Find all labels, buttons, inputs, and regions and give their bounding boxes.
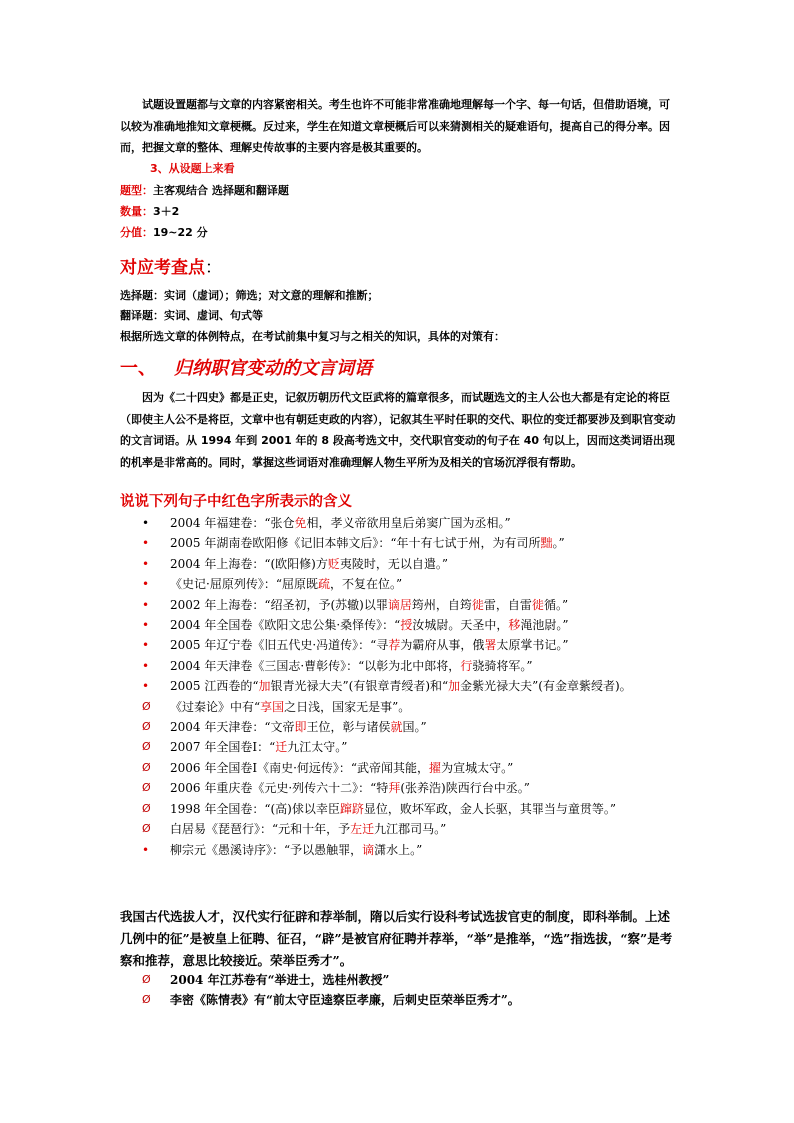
list-item — [120, 574, 680, 594]
arrow-bullet-icon: Ø — [142, 720, 151, 734]
exam-points-title: 对应考查点 — [120, 258, 205, 278]
highlighted-term: 免 — [294, 516, 307, 530]
list-item — [120, 697, 680, 717]
example-text: 2006 年重庆卷《元史·列传六十二》：“特 — [170, 781, 389, 796]
example-list-2 — [120, 970, 680, 1011]
example-text: 夷陵时，无以自遣。” — [339, 556, 449, 571]
example-text: 显位，败坏军政，金人长驱，其罪当与童贯等。” — [363, 801, 617, 816]
example-text: 2004 年全国卷《欧阳文忠公集·桑怿传》：“ — [170, 618, 401, 633]
list-item — [120, 990, 680, 1010]
list-item — [120, 737, 680, 757]
strategy-line: 根据所选文章的体例特点，在考试前集中复习与之相关的知识，具体的对策有： — [120, 330, 505, 343]
question-type-label: 题型： — [120, 184, 153, 197]
highlighted-term: 徙 — [471, 597, 484, 612]
example-text: 2004 年天津卷：“文帝 — [170, 720, 295, 735]
example-text: 白居易《琵琶行》：“元和十年，予 — [170, 822, 351, 837]
bullet-icon: • — [142, 597, 150, 612]
example-list — [120, 513, 680, 860]
example-text: 筠州，自筠 — [411, 597, 472, 612]
example-text: 循。” — [543, 597, 569, 612]
example-text: 金紫光禄大夫”(有金章紫绶者)。 — [460, 679, 632, 694]
exam-points-heading — [120, 253, 222, 278]
example-text: 之日浅，国家无是事”。 — [284, 699, 411, 714]
section-3-heading: 3、从设题上来看 — [150, 162, 235, 175]
highlighted-term: 就 — [390, 720, 403, 735]
question-count-value: 3＋2 — [153, 205, 180, 218]
highlighted-term: 享国 — [260, 699, 285, 714]
list-item — [120, 676, 680, 696]
highlighted-term: 加 — [258, 679, 271, 694]
example-text: 太原掌书记。” — [496, 638, 569, 653]
highlighted-term: 加 — [448, 679, 461, 694]
highlighted-term: 即 — [294, 720, 307, 735]
question-score-line — [120, 222, 680, 244]
highlighted-term: 蹿跻 — [339, 801, 364, 816]
paragraph-3: 我国古代选拔人才，汉代实行征辟和荐举制，隋以后实行设科考试选拔官吏的制度，即科举制。上述几例中的征”是被皇上征聘、征召，“辟”是被官府征聘并荐举，“举”是推举，“选”指选拔，“察”是考察和推荐，意思比较接近。荣举臣秀才”。 — [120, 909, 673, 968]
example-text: 2005 年湖南卷欧阳修《记旧本韩文后》：“年十有七试于州，为有司所 — [170, 536, 541, 551]
example-text: 潇水上。” — [374, 842, 423, 857]
subheading-red-characters: 说说下列句子中红色字所表示的含义 — [120, 494, 352, 510]
highlighted-term: 谪 — [362, 842, 375, 857]
bullet-icon: • — [142, 638, 150, 653]
bullet-icon: • — [142, 577, 150, 592]
highlighted-term: 署 — [484, 638, 497, 653]
list-item — [120, 970, 680, 990]
highlighted-term: 迁 — [275, 740, 288, 755]
highlighted-term: 疏 — [317, 577, 330, 592]
heading-1 — [120, 354, 372, 380]
paragraph-2: 因为《二十四史》都是正史，记叙历朝历代文臣武将的篇章很多，而试题选文的主人公也大都是有定论的将臣（即使主人公不是将臣，文章中也有朝廷吏政的内容），记叙其生平时任职的交代、职位的变迁都要涉及到职官变动的文言词语。从 1994 年到 2001 年的 8 段高考选文中，交代职官变动的句子在 40 句以上，因而这类词语出现的机率是非常高的。同时，掌握这些词语对准确理解人物生平所为及相关的官场沉浮很有帮助。 — [120, 391, 676, 469]
exam-points-colon: ： — [205, 258, 222, 278]
example-text: 王位，彰与诸侯 — [306, 720, 391, 735]
example-text: 2004 年福建卷：“张仓 — [170, 516, 295, 530]
example-text: 2007 年全国卷Ⅰ：“ — [170, 740, 276, 755]
highlighted-term: 左迁 — [350, 822, 375, 837]
intro-paragraph: 试题设置题都与文章的内容紧密相关。考生也许不可能非常准确地理解每一个字、每一句话，但借助语境，可以较为准确地推知文章梗概。反过来，学生在知道文章梗概后可以来猜测相关的疑难语句，提高自己的得分率。因而，把握文章的整体、理解史传故事的主要内容是极其重要的。 — [120, 98, 670, 154]
highlighted-term: 谪居 — [387, 597, 412, 612]
bullet-icon: • — [142, 536, 150, 551]
example-text: 李密《陈情表》有“前太守臣逵察臣孝廉，后刺史臣荣举臣秀才”。 — [170, 993, 520, 1008]
question-count-label: 数量： — [120, 205, 153, 218]
list-item — [120, 778, 680, 798]
heading-1-text: 归纳职官变动的文言词语 — [174, 358, 372, 379]
list-item — [120, 840, 680, 860]
example-text: 2004 年江苏卷有“举进士，选桂州教授” — [170, 973, 390, 987]
question-count-line — [120, 201, 680, 223]
arrow-bullet-icon: Ø — [142, 699, 151, 713]
example-text: 2005 年辽宁卷《旧五代史·冯道传》：“寻 — [170, 638, 389, 653]
list-item — [120, 717, 680, 737]
example-text: 雷，自雷 — [483, 597, 532, 612]
list-item — [120, 554, 680, 574]
list-item — [120, 533, 680, 553]
example-text: 汝城尉。天圣中， — [412, 618, 509, 633]
example-text: 。” — [552, 536, 565, 551]
highlighted-term: 徙 — [531, 597, 544, 612]
list-item — [120, 656, 680, 676]
list-item — [120, 615, 680, 635]
heading-1-number: 一、 — [120, 358, 156, 379]
highlighted-term: 拜 — [388, 781, 401, 796]
question-type-line — [120, 180, 680, 202]
highlighted-term: 黜 — [540, 536, 553, 551]
highlighted-term: 移 — [508, 618, 521, 633]
highlighted-term: 授 — [400, 618, 413, 633]
arrow-bullet-icon: Ø — [142, 740, 151, 754]
example-text: 2006 年全国卷Ⅰ《南史·何远传》：“武帝闻其能， — [170, 760, 430, 775]
example-text: 骁骑将军。” — [472, 658, 533, 673]
example-text: 渑池尉。” — [520, 618, 569, 633]
arrow-bullet-icon: Ø — [142, 822, 151, 836]
example-text: 相，孝义帝欲用皇后弟窦广国为丞相。” — [306, 516, 511, 530]
example-text: ，不复在位。” — [329, 577, 403, 592]
list-item — [120, 513, 680, 533]
example-text: (张养浩)陕西行台中丞。” — [400, 781, 530, 796]
highlighted-term: 荐 — [388, 638, 401, 653]
example-text: 九江郡司马。” — [374, 822, 447, 837]
bullet-icon: • — [142, 556, 150, 571]
translation-question-line: 翻译题：实词、虚词、句式等 — [120, 309, 263, 322]
highlighted-term: 擢 — [429, 760, 442, 775]
list-item — [120, 819, 680, 839]
arrow-bullet-icon: Ø — [142, 781, 151, 795]
question-score-label: 分值： — [120, 226, 153, 239]
arrow-bullet-icon: Ø — [142, 801, 151, 815]
example-text: 1998 年全国卷：“(高)俅以幸臣 — [170, 801, 340, 816]
list-item — [120, 758, 680, 778]
list-item — [120, 595, 680, 615]
example-text: 银青光禄大夫”(有银章青绶者)和“ — [270, 679, 449, 694]
example-text: 九江太守。” — [287, 740, 348, 755]
example-text: 柳宗元《愚溪诗序》：“予以愚触罪， — [170, 842, 363, 857]
bullet-icon: • — [142, 679, 150, 694]
example-text: 2005 江西卷的“ — [170, 679, 259, 694]
example-text: 2004 年上海卷：“(欧阳修)方 — [170, 556, 328, 571]
list-item — [120, 635, 680, 655]
example-text: 为宣城太守。” — [441, 760, 514, 775]
example-text: 国。” — [402, 720, 427, 735]
choice-question-line: 选择题：实词（虚词）；筛选；对文意的理解和推断； — [120, 289, 379, 302]
bullet-icon: • — [142, 842, 150, 857]
highlighted-term: 行 — [460, 658, 473, 673]
arrow-bullet-icon: Ø — [142, 760, 151, 774]
bullet-icon: • — [142, 658, 150, 673]
question-type-value: 主客观结合 选择题和翻译题 — [153, 184, 289, 197]
list-item — [120, 799, 680, 819]
highlighted-term: 贬 — [327, 556, 340, 571]
example-text: 为霸府从事，俄 — [400, 638, 485, 653]
example-text: 2002 年上海卷：“绍圣初，予(苏辙)以罪 — [170, 597, 388, 612]
example-text: 《过秦论》中有“ — [170, 699, 261, 714]
example-text: 2004 年天津卷《三国志·曹彰传》：“以彰为北中郎将， — [170, 658, 461, 673]
question-score-value: 19~22 分 — [153, 226, 208, 239]
arrow-bullet-icon: Ø — [142, 993, 151, 1007]
arrow-bullet-icon: Ø — [142, 973, 151, 986]
example-text: 《史记·屈原列传》：“屈原既 — [170, 577, 318, 592]
bullet-icon: • — [142, 618, 150, 633]
bullet-icon: • — [142, 516, 150, 530]
